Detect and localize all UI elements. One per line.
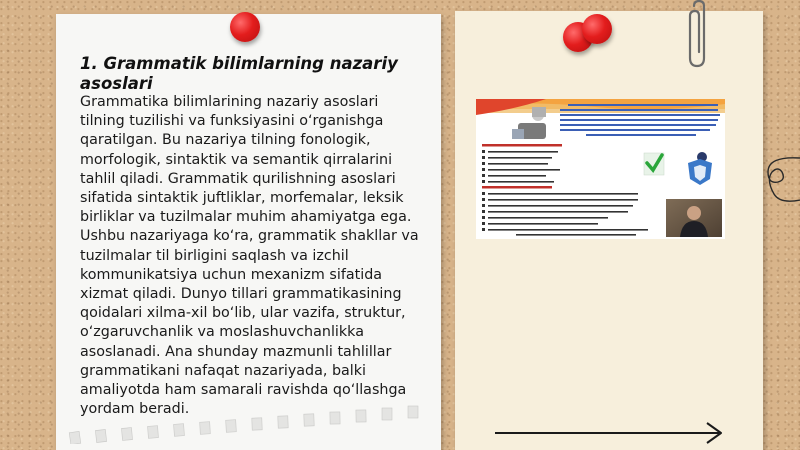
presenter-video-thumbnail — [666, 199, 722, 237]
pushpin-icon — [230, 12, 260, 42]
torn-edge-decoration — [64, 404, 444, 444]
slide-thumbnail-image — [476, 99, 725, 239]
paperclip-icon — [684, 0, 714, 70]
pushpin-icon — [582, 14, 612, 44]
arrow-right-icon — [493, 420, 725, 446]
section-body-text: Grammatika bilimlarining nazariy asoslari tilning tuzilishi va funksiyasini o‘rganishga qaratilgan. Bu nazariya tilning fonologik, morfologik, sintaktik va semantik qirralarini tahlil qiladi. Grammatik qurilishning asoslari sifatida sintaktik juftliklar, morfemalar, leksik birliklar va tuzilmalar muhim ahamiyatga ega. Ushbu nazariyaga ko‘ra, grammatik shakllar va tuzilmalar til birligini saqlash va izchil kommunikatsiya uchun mexanizm sifatida xizmat qiladi. Dunyo tillari grammatikasining qoidalari xilma-xil bo‘lib, ular vazifa, struktur, o‘zgaruvchanlik va moslashuvchanlikka asoslanadi. Ana shunday mazmunli tahlillar grammatikani nafaqat nazariyada, balki amaliyotda ham samarali ravishda qo‘llashga yordam beradi. — [80, 94, 419, 418]
checkmark-icon — [644, 153, 664, 175]
swirl-decoration — [760, 150, 800, 210]
section-heading: 1. Grammatik bilimlarning nazariy asoslari — [80, 54, 398, 93]
